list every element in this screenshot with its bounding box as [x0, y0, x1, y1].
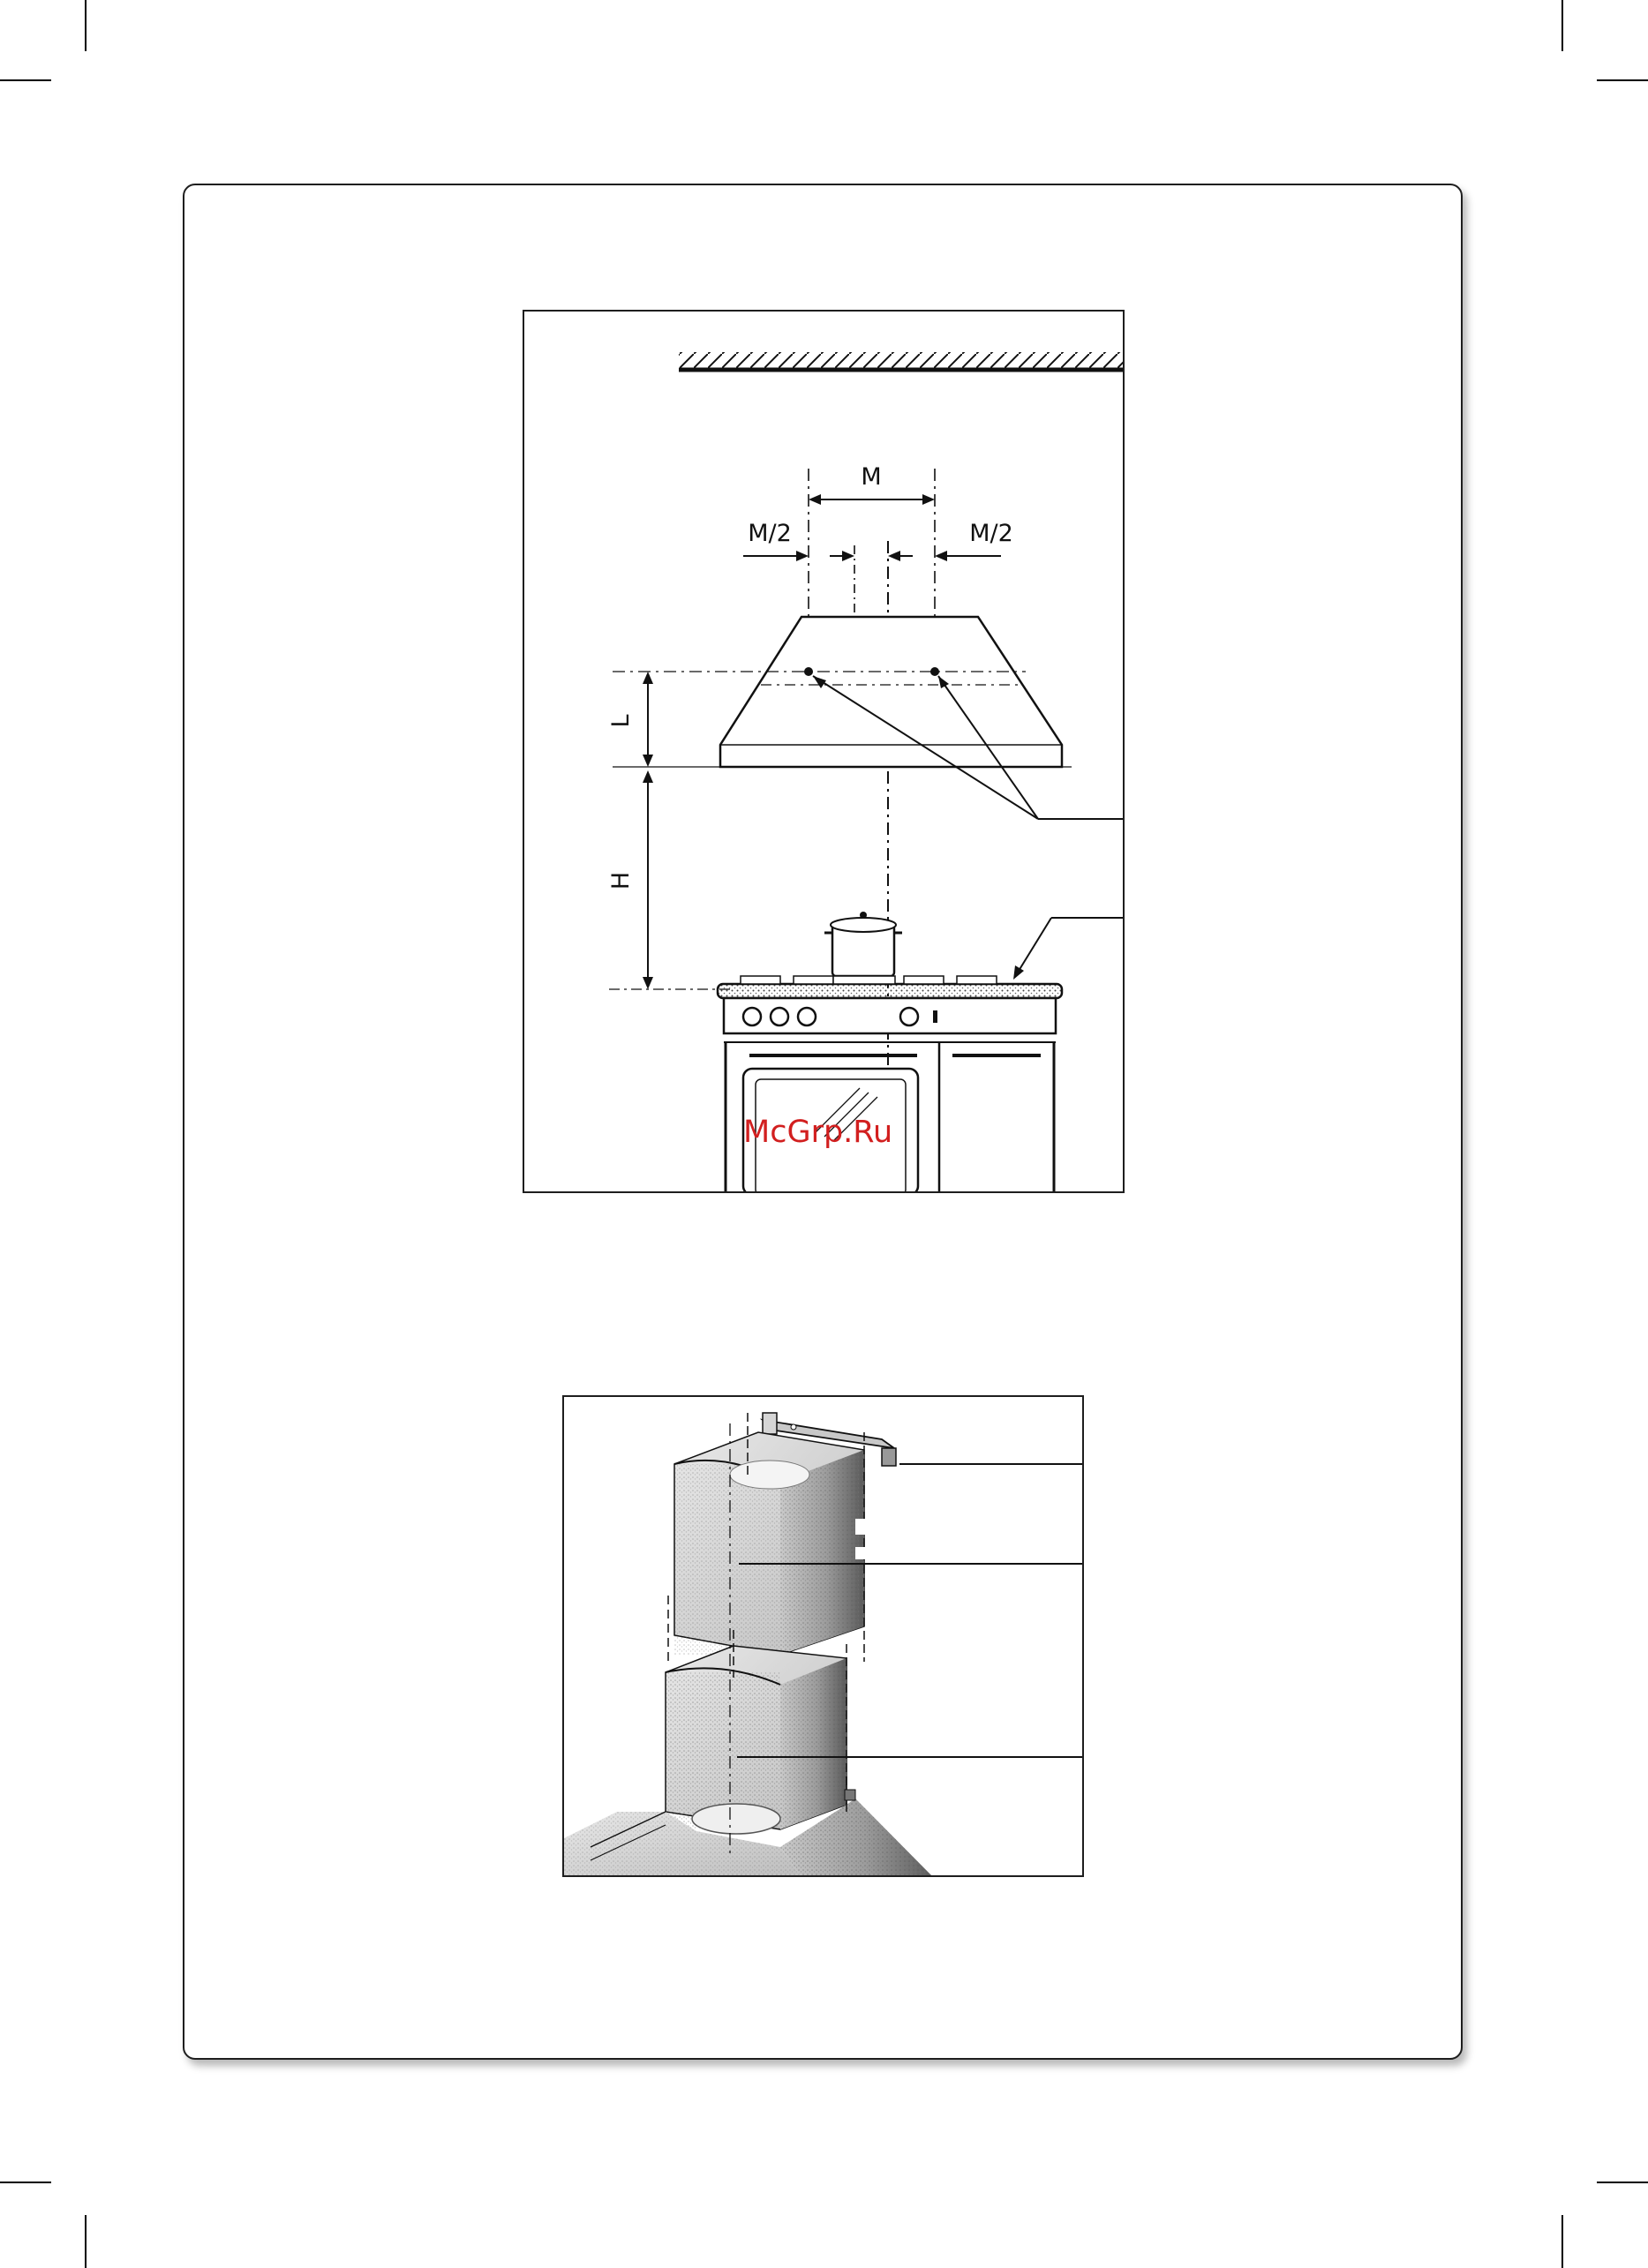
hood-body — [720, 617, 1062, 767]
dimension-m — [809, 494, 935, 505]
label-m-half-left: M/2 — [748, 520, 792, 547]
crop-mark — [85, 2215, 87, 2268]
chimney-lower-section-icon — [666, 1630, 847, 1834]
label-h: H — [607, 871, 635, 890]
watermark: McGrp.Ru — [743, 1115, 893, 1150]
hood-installation-diagram — [523, 310, 1125, 1193]
leader-line-cooker — [1013, 918, 1124, 980]
crop-mark — [1597, 79, 1648, 81]
hood-installation-drawing — [524, 312, 1125, 1193]
chimney-upper-section-icon — [674, 1413, 866, 1662]
label-m: M — [861, 463, 882, 491]
label-l: L — [607, 714, 635, 728]
crop-mark — [0, 79, 51, 81]
cooker-icon — [718, 976, 1062, 1193]
ceiling — [679, 352, 1125, 370]
chimney-assembly-drawing — [564, 1397, 1084, 1877]
dimension-m-half — [743, 551, 1001, 561]
chimney-assembly-diagram — [562, 1395, 1084, 1877]
crop-mark — [1561, 2215, 1563, 2268]
crop-mark — [1597, 2182, 1648, 2183]
label-m-half-right: M/2 — [969, 520, 1013, 547]
pot-icon — [824, 912, 902, 976]
crop-mark — [0, 2182, 51, 2183]
crop-mark — [1561, 0, 1563, 51]
crop-mark — [85, 0, 87, 51]
